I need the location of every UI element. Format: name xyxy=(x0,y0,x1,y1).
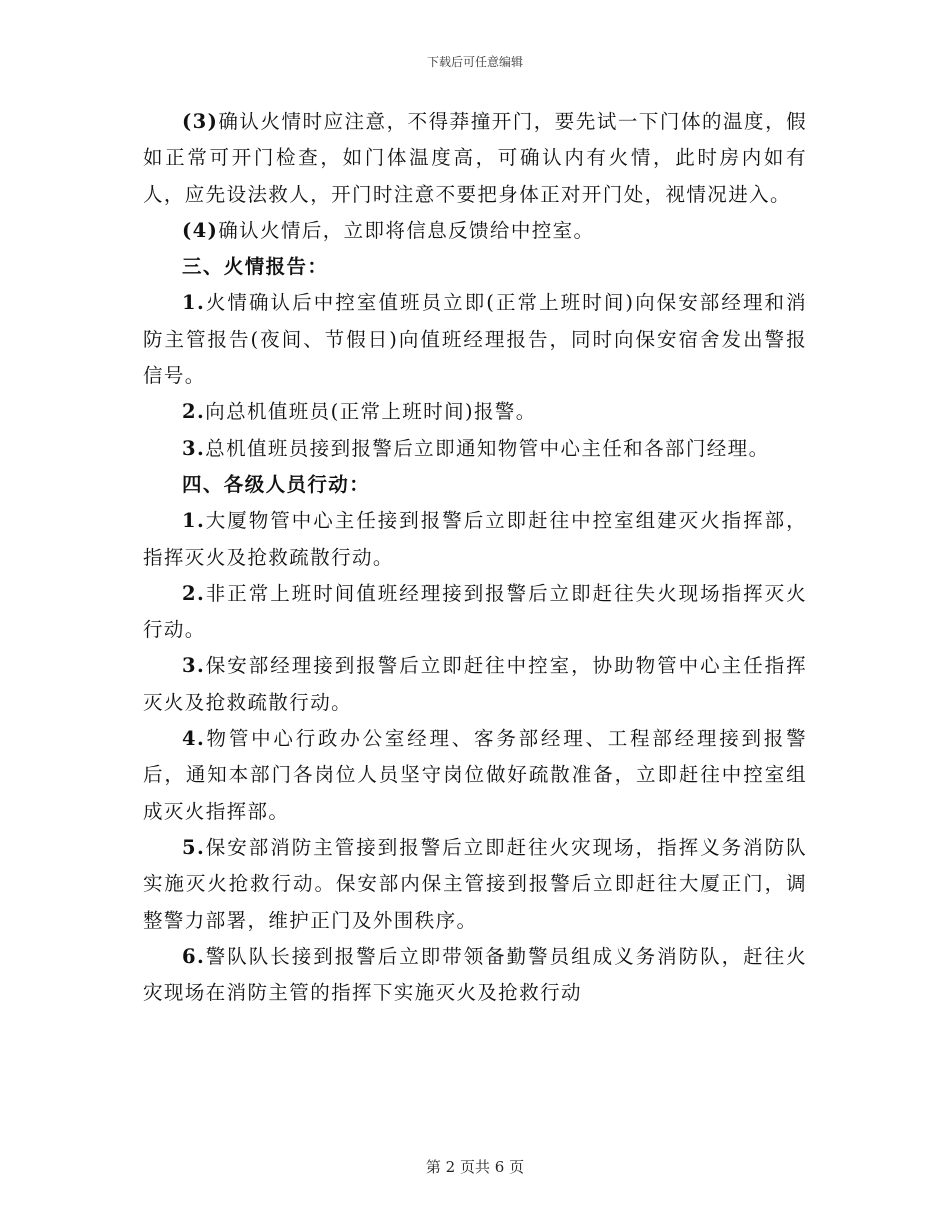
item-number: 4. xyxy=(182,727,206,751)
item-number: 2. xyxy=(182,400,206,424)
paragraph-text: 大厦物管中心主任接到报警后立即赶往中控室组建灭火指挥部，指挥灭火及抢救疏散行动。 xyxy=(143,509,807,569)
report-item-3 xyxy=(143,431,807,467)
item-number: 3. xyxy=(182,654,206,678)
report-item-2 xyxy=(143,394,807,430)
item-number: 5. xyxy=(182,835,206,859)
document-body xyxy=(143,104,807,1011)
page-header: 下载后可任意编辑 xyxy=(426,55,523,69)
action-item-5 xyxy=(143,830,807,939)
paragraph-text: 物管中心行政办公室经理、客务部经理、工程部经理接到报警后，通知本部门各岗位人员坚守岗位做好疏散准备，立即赶往中控室组成灭火指挥部。 xyxy=(143,727,807,823)
item-number: 6. xyxy=(182,944,206,968)
action-item-4 xyxy=(143,721,807,830)
item-number: 1. xyxy=(182,509,206,533)
paragraph-text: 非正常上班时间值班经理接到报警后立即赶往失火现场指挥灭火行动。 xyxy=(143,581,807,642)
section-heading-personnel-actions: 四、各级人员行动： xyxy=(182,472,371,496)
item-number: (4) xyxy=(182,218,219,242)
action-item-3 xyxy=(143,648,807,721)
paragraph-text: 保安部经理接到报警后立即赶往中控室，协助物管中心主任指挥灭火及抢救疏散行动。 xyxy=(143,654,807,714)
page-footer: 第 2 页共 6 页 xyxy=(425,1158,525,1176)
paragraph-4 xyxy=(143,213,807,249)
paragraph-text: 向总机值班员(正常上班时间)报警。 xyxy=(205,400,537,424)
paragraph-text: 火情确认后中控室值班员立即(正常上班时间)向保安部经理和消防主管报告(夜间、节假日)向值班经理报告，同时向保安宿舍发出警报信号。 xyxy=(143,291,807,388)
action-item-1 xyxy=(143,503,807,576)
item-number: 1. xyxy=(182,291,206,315)
paragraph-text: 保安部消防主管接到报警后立即赶往火灾现场，指挥义务消防队实施灭火抢救行动。保安部内保主管接到报警后立即赶往大厦正门，调整警力部署，维护正门及外围秩序。 xyxy=(143,835,807,932)
paragraph-text: 警队队长接到报警后立即带领备勤警员组成义务消防队，赶往火灾现场在消防主管的指挥下实施灭火及抢救行动 xyxy=(143,944,807,1005)
action-item-2 xyxy=(143,576,807,649)
item-number: 3. xyxy=(182,436,206,460)
item-number: 2. xyxy=(182,581,206,605)
item-number: (3) xyxy=(182,110,219,133)
report-item-1 xyxy=(143,285,807,394)
paragraph-text: 确认火情时应注意，不得莽撞开门，要先试一下门体的温度，假如正常可开门检查，如门体温度高，可确认内有火情，此时房内如有人，应先设法救人，开门时注意不要把身体正对开门处，视情况进入。 xyxy=(143,110,807,206)
paragraph-3 xyxy=(143,104,807,213)
action-item-6 xyxy=(143,939,807,1012)
paragraph-text: 确认火情后，立即将信息反馈给中控室。 xyxy=(218,218,595,242)
section-heading-fire-report: 三、火情报告： xyxy=(182,255,329,279)
paragraph-text: 总机值班员接到报警后立即通知物管中心主任和各部门经理。 xyxy=(205,436,770,460)
